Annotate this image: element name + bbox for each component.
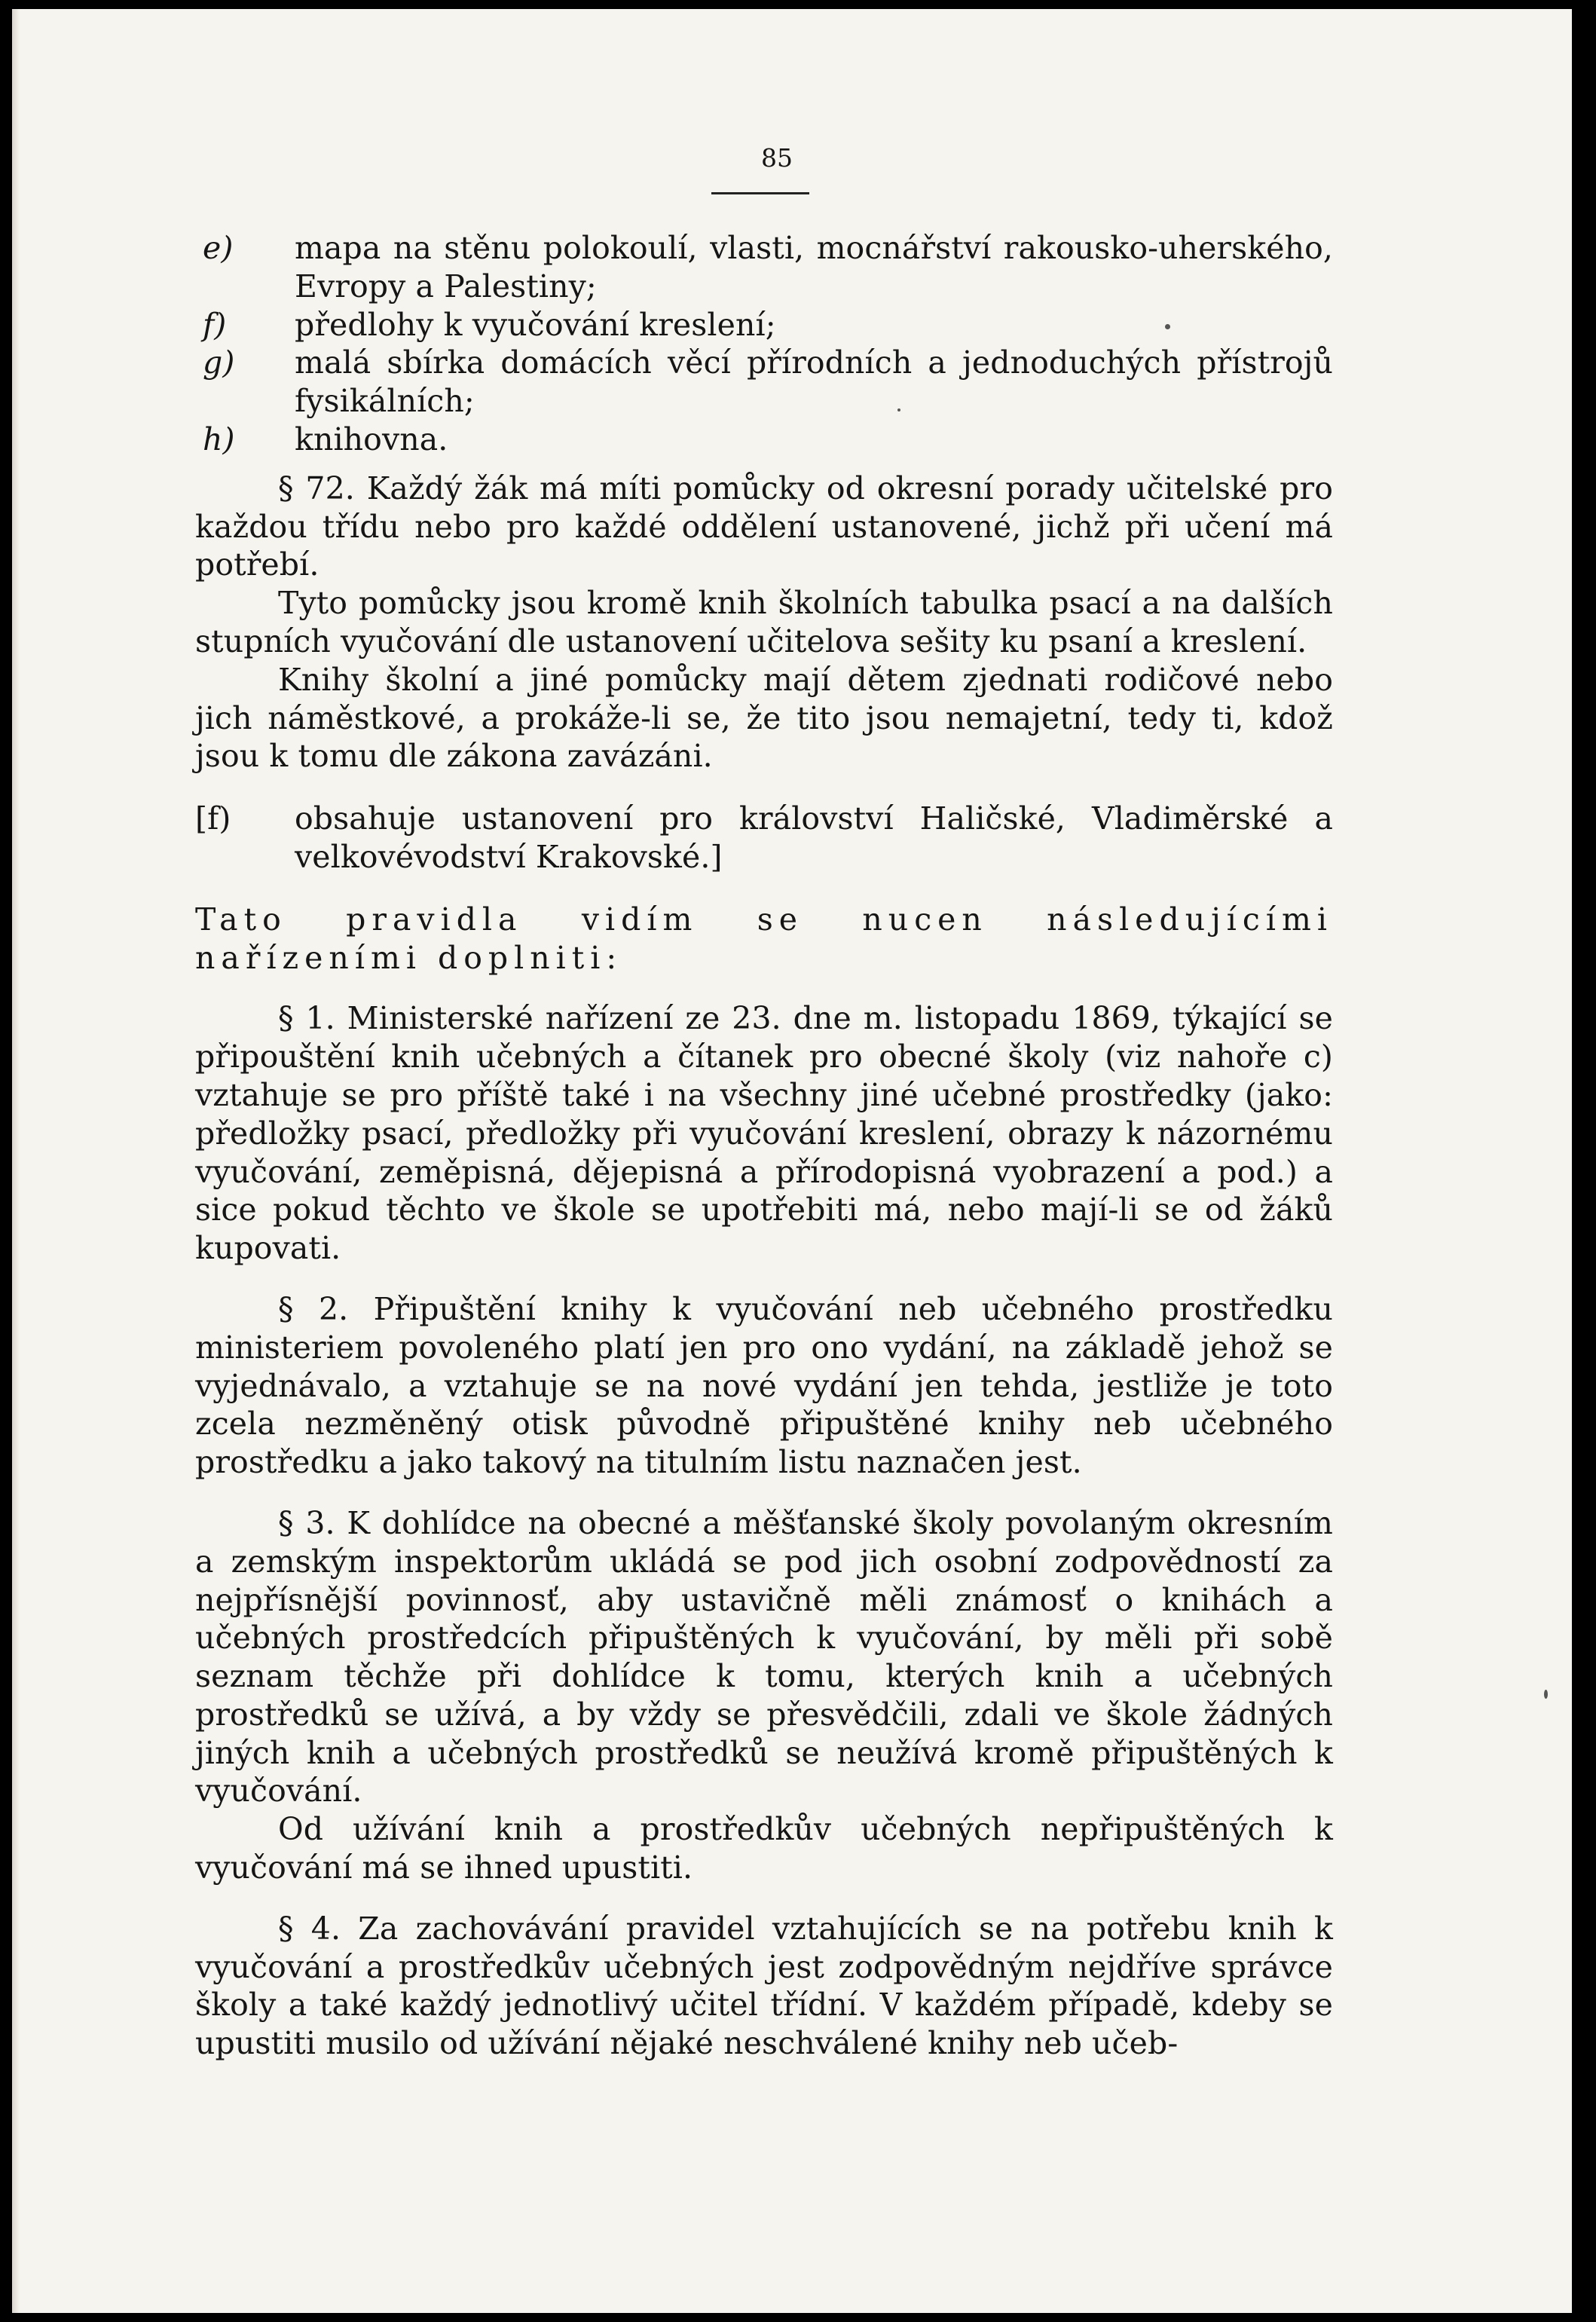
list-marker: e) <box>203 230 234 266</box>
list-item-text: předlohy k vyučování kreslení; <box>295 306 776 343</box>
list-item <box>195 306 1333 344</box>
page-number: 85 <box>761 143 793 173</box>
paragraph-knihy-skolni: Knihy školní a jiné pomůcky mají dětem zjednati rodičové nebo jich náměstkové, a prokáže-li se, že tito jsou nemajetní, tedy ti, kdož jsou k tomu dle zákona zavázáni. <box>195 661 1333 775</box>
list-marker: f) <box>203 306 227 343</box>
scan-speck <box>897 408 900 411</box>
scan-speck <box>1165 324 1170 329</box>
paragraph-section-72: § 72. Každý žák má míti pomůcky od okresní porady učitelské pro každou třídu nebo pro každé oddělení ustanovené, jichž při učení má potřebí. <box>195 470 1333 583</box>
list-item <box>195 229 1333 306</box>
bracket-marker: [f) <box>195 800 231 837</box>
list-item <box>195 344 1333 421</box>
scan-edge-shadow <box>12 9 20 2313</box>
paragraph-section-3-continued: Od užívání knih a prostředkův učebných nepřipuštěných k vyučování má se ihned upustiti. <box>195 1811 1333 1886</box>
list-item <box>195 421 1333 459</box>
paragraph-section-2: § 2. Připuštění knihy k vyučování neb učebného prostředku ministeriem povoleného platí jen pro ono vydání, na základě jehož se vyjednávalo, a vztahuje se na nové vydání jen tehda, jestliže je toto zcela nezměněný otisk původně připuštěné knihy neb učebného prostředku a jako takový na titulním listu naznačen jest. <box>195 1290 1333 1481</box>
list-marker: g) <box>203 344 235 381</box>
scan-speck <box>1544 1690 1548 1699</box>
paragraph-tyto-pomucky: Tyto pomůcky jsou kromě knih školních tabulka psací a na dalších stupních vyučování dle ustanovení učitelova sešity ku psaní a kreslení. <box>195 585 1333 659</box>
paragraph-section-3: § 3. K dohlídce na obecné a měšťanské školy povolaným okresním a zemským inspektorům ukládá se pod jich osobní zodpovědností za nejpřísnější povinnosť, aby ustavičně měli známosť o knihách a učebných prostředcích připuštěných k vyučování, by měli při sobě seznam těchže při dohlídce k tomu, kterých knih a učebných prostředků se užívá, a by vždy se přesvědčili, zdali ve škole žádných jiných knih a učebných prostředků se neužívá kromě připuštěných k vyučování. <box>195 1504 1333 1810</box>
bracket-note-text: obsahuje ustanovení pro království Haličské, Vladiměrské a velkovévodství Krakovské.] <box>295 800 1333 875</box>
paragraph-section-1: § 1. Ministerské nařízení ze 23. dne m. listopadu 1869, týkající se připouštění knih učebných a čítanek pro obecné školy (viz nahoře c) vztahuje se pro příště také i na všechny jiné učebné prostředky (jako: předložky psací, předložky při vyučování kreslení, obrazy k názornému vyučování, zeměpisná, dějepisná a přírodopisná vyobrazení a pod.) a sice pokud těchto ve škole se upotřebiti má, nebo mají-li se od žáků kupovati. <box>195 1000 1333 1267</box>
page-body <box>195 229 1333 2063</box>
page-number-rule <box>711 192 809 194</box>
list-marker: h) <box>203 421 235 457</box>
list-item-text: knihovna. <box>295 421 448 457</box>
bracket-note <box>195 800 1333 876</box>
scanned-page <box>12 9 1572 2313</box>
list-item-text: mapa na stěnu polokoulí, vlasti, mocnářství rakousko-uherského, Evropy a Palestiny; <box>295 230 1333 304</box>
intro-spaced-heading: Tato pravidla vidím se nucen následujícími nařízeními doplniti: <box>195 901 1333 976</box>
paragraph-section-4: § 4. Za zachovávání pravidel vztahujících se na potřebu knih k vyučování a prostředkův učebných jest zodpovědným nejdříve správce školy a také každý jednotlivý učitel třídní. V každém případě, kdeby se upustiti musilo od užívání nějaké neschválené knihy neb učeb- <box>195 1910 1333 2062</box>
list-item-text: malá sbírka domácích věcí přírodních a jednoduchých přístrojů fysikálních; <box>295 344 1333 420</box>
